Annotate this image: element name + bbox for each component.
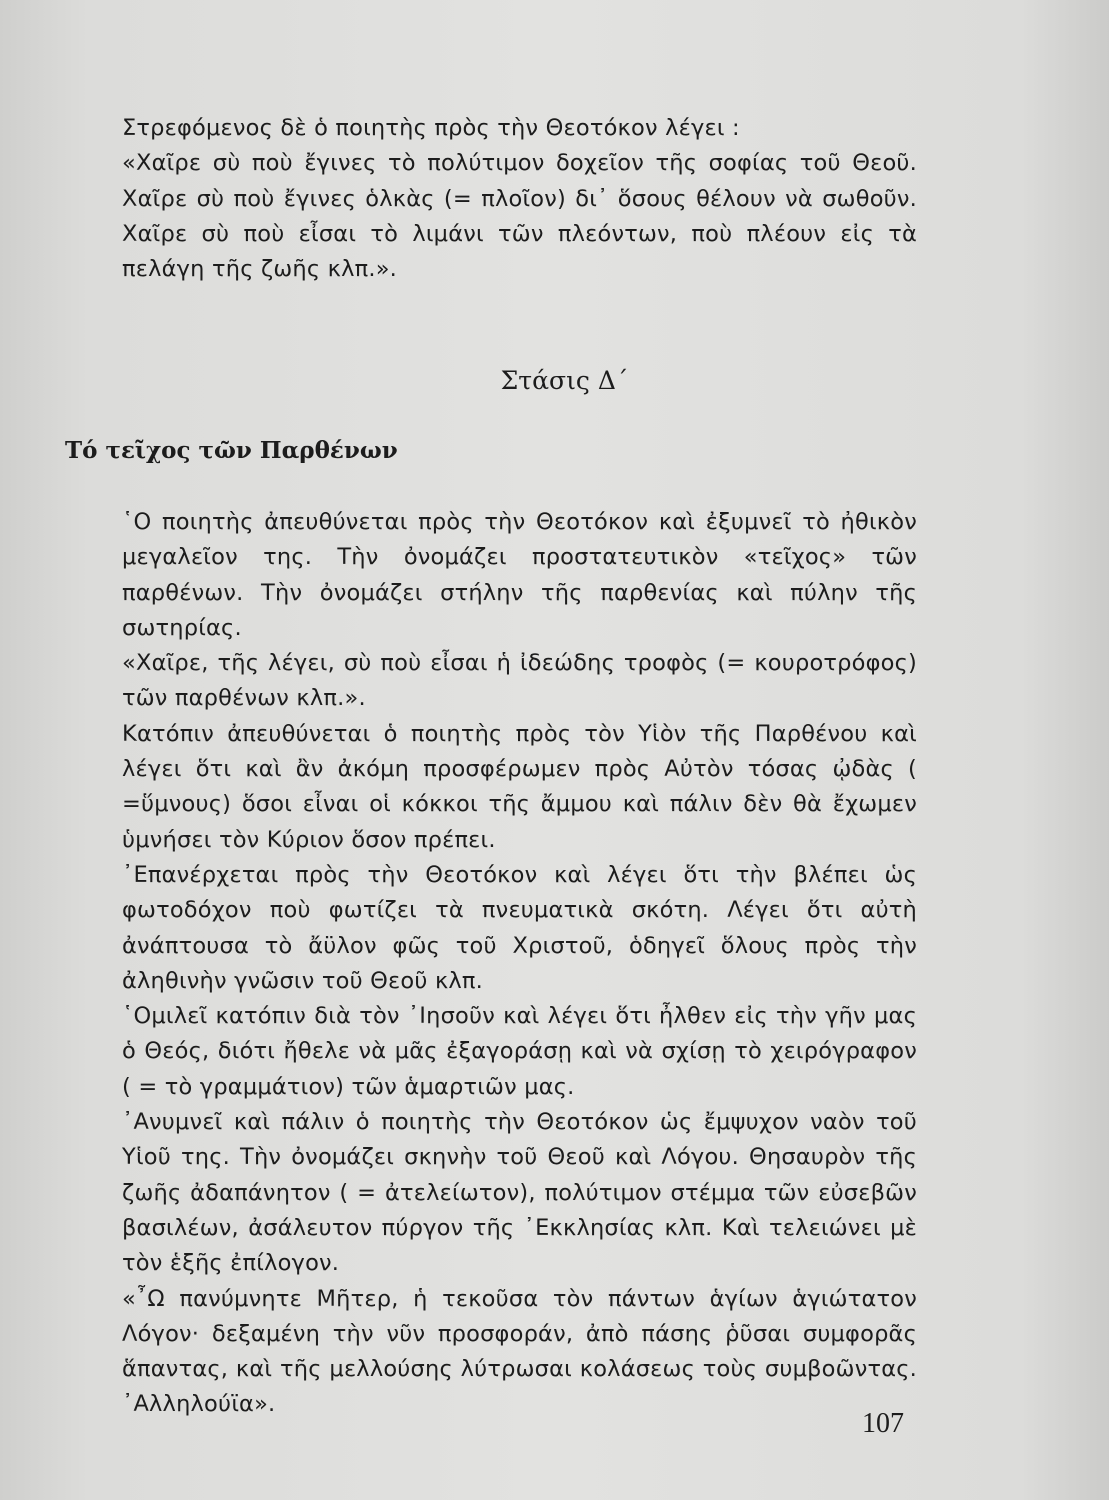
- paragraph: ῾Ομιλεῖ κατόπιν διὰ τὸν ᾽Ιησοῦν καὶ λέγει ὅτι ἦλθεν εἰς τὴν γῆν μας ὁ Θεός, διότι ἤθελε νὰ μᾶς ἐξαγοράσῃ καὶ νὰ σχίσῃ τὸ χειρόγραφον ( = τὸ γραμμάτιον) τῶν ἁμαρτιῶν μας.: [122, 1003, 917, 1100]
- paragraph: «Χαῖρε, τῆς λέγει, σὺ ποὺ εἶσαι ἡ ἰδεώδης τροφὸς (= κουροτρόφος) τῶν παρθένων κλπ.».: [122, 650, 917, 712]
- paragraph: ᾽Ανυμνεῖ καὶ πάλιν ὁ ποιητὴς τὴν Θεοτόκον ὡς ἔμψυχον ναὸν τοῦ Υἱοῦ της. Τὴν ὀνομάζει σκηνὴν τοῦ Θεοῦ καὶ Λόγου. Θησαυρὸν τῆς ζωῆς ἀδαπάνητον ( = ἀτελείωτον), πολύτιμον στέμμα τῶν εὐσεβῶν βασιλέων, ἀσάλευτον πύργον τῆς ᾽Εκκλησίας κλπ. Καὶ τελειώνει μὲ τὸν ἑξῆς ἐπίλογον.: [122, 1109, 917, 1277]
- paragraph: Κατόπιν ἀπευθύνεται ὁ ποιητὴς πρὸς τὸν Υἱὸν τῆς Παρθένου καὶ λέγει ὅτι καὶ ἂν ἀκόμη προσφέρωμεν πρὸς Αὐτὸν τόσας ᾠδὰς ( =ὕμνους) ὅσοι εἶναι οἱ κόκκοι τῆς ἄμμου καὶ πάλιν δὲν θὰ ἔχωμεν ὑμνήσει τὸν Κύριον ὅσον πρέπει.: [122, 720, 917, 853]
- page-number: 107: [862, 1408, 904, 1439]
- paragraph: ᾽Επανέρχεται πρὸς τὴν Θεοτόκον καὶ λέγει ὅτι τὴν βλέπει ὡς φωτοδόχον ποὺ φωτίζει τὰ πνευματικὰ σκότη. Λέγει ὅτι αὐτὴ ἀνάπτουσα τὸ ἄϋλον φῶς τοῦ Χριστοῦ, ὁδηγεῖ ὅλους πρὸς τὴν ἀληθινὴν γνῶσιν τοῦ Θεοῦ κλπ.: [122, 861, 917, 994]
- paragraph: «῏Ω πανύμνητε Μῆτερ, ἡ τεκοῦσα τὸν πάντων ἁγίων ἁγιώτατον Λόγον· δεξαμένη τὴν νῦν προσφοράν, ἀπὸ πάσης ῥῦσαι συμφορᾶς ἅπαντας, καὶ τῆς μελλούσης λύτρωσαι κολάσεως τοὺς συμβοῶντας. ᾽Αλληλούϊα».: [122, 1285, 917, 1418]
- section-title: Στάσις Δ΄: [500, 366, 629, 395]
- intro-quote: «Χαῖρε σὺ ποὺ ἔγινες τὸ πολύτιμον δοχεῖον τῆς σοφίας τοῦ Θεοῦ. Χαῖρε σὺ ποὺ ἔγινες ὁλκὰς (= πλοῖον) δι᾽ ὅσους θέλουν νὰ σωθοῦν. Χαῖρε σὺ ποὺ εἶσαι τὸ λιμάνι τῶν πλεόντων, ποὺ πλέουν εἰς τὰ πελάγη τῆς ζωῆς κλπ.».: [122, 150, 917, 283]
- intro-text: [122, 111, 917, 287]
- intro-line: Στρεφόμενος δὲ ὁ ποιητὴς πρὸς τὴν Θεοτόκον λέγει :: [122, 115, 740, 141]
- section-body: [122, 505, 917, 1423]
- section-subtitle: Τό τεῖχος τῶν Παρθένων: [65, 437, 398, 464]
- paragraph: ῾Ο ποιητὴς ἀπευθύνεται πρὸς τὴν Θεοτόκον καὶ ἐξυμνεῖ τὸ ἠθικὸν μεγαλεῖον της. Τὴν ὀνομάζει προστατευτικὸν «τεῖχος» τῶν παρθένων. Τὴν ὀνομάζει στήλην τῆς παρθενίας καὶ πύλην τῆς σωτηρίας.: [122, 509, 917, 641]
